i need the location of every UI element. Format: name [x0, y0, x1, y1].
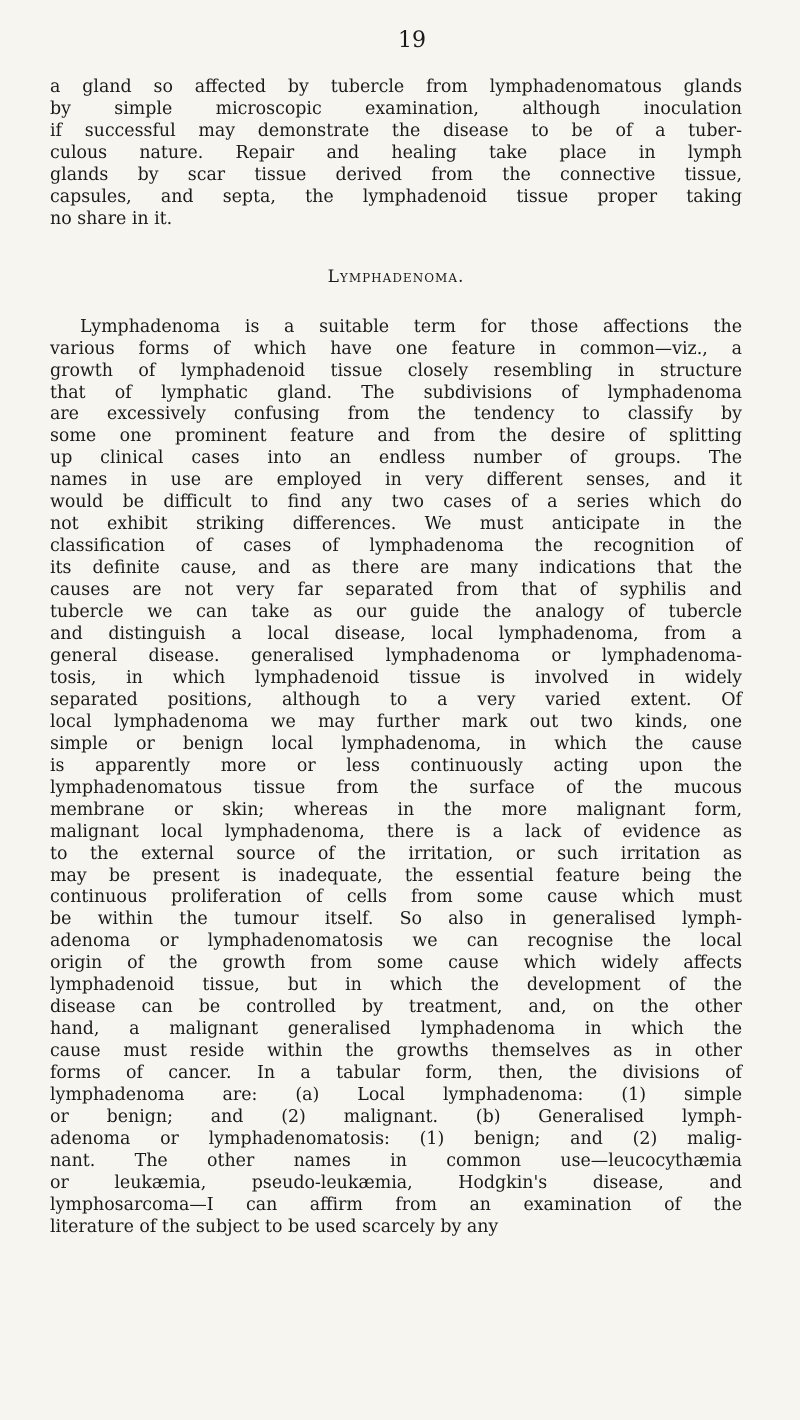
text-line: tubercle we can take as our guide the analogy of tubercle — [50, 602, 742, 623]
text-line: disease can be controlled by treatment, and, on the other — [50, 997, 742, 1018]
text-line: malignant local lymphadenoma, there is a lack of evidence as — [50, 821, 742, 842]
text-line: capsules, and septa, the lymphadenoid tissue proper taking — [50, 186, 742, 207]
lymphadenoma-paragraph — [50, 317, 742, 1239]
text-line: adenoma or lymphadenomatosis: (1) benign; and (2) malig- — [50, 1128, 742, 1149]
text-line: local lymphadenoma we may further mark out two kinds, one — [50, 711, 742, 732]
text-line: its definite cause, and as there are many indications that the — [50, 558, 742, 579]
text-line: growth of lymphadenoid tissue closely resembling in structure — [50, 360, 742, 381]
book-page — [50, 28, 742, 1239]
text-line: lymphadenoid tissue, but in which the development of the — [50, 975, 742, 996]
text-line: continuous proliferation of cells from some cause which must — [50, 887, 742, 908]
text-line: are excessively confusing from the tendency to classify by — [50, 404, 742, 425]
text-line: glands by scar tissue derived from the connective tissue, — [50, 164, 742, 185]
text-line: cause must reside within the growths themselves as in other — [50, 1041, 742, 1062]
text-line: some one prominent feature and from the desire of splitting — [50, 426, 742, 447]
text-line: a gland so affected by tubercle from lymphadenomatous glands — [50, 77, 742, 97]
text-line: names in use are employed in very different senses, and it — [50, 470, 742, 491]
text-line: if successful may demonstrate the disease to be of a tuber- — [50, 120, 742, 141]
text-line: by simple microscopic examination, although inoculation — [50, 98, 742, 119]
text-line: or benign; and (2) malignant. (b) Generalised lymph- — [50, 1106, 742, 1127]
text-line: separated positions, although to a very varied extent. Of — [50, 689, 742, 710]
text-line: not exhibit striking differences. We must anticipate in the — [50, 514, 742, 535]
text-line: that of lymphatic gland. The subdivisions of lymphadenoma — [50, 382, 742, 403]
text-line: or leukæmia, pseudo-leukæmia, Hodgkin's disease, and — [50, 1172, 742, 1193]
text-line: membrane or skin; whereas in the more malignant form, — [50, 799, 742, 820]
text-line: hand, a malignant generalised lymphadenoma in which the — [50, 1019, 742, 1040]
text-line: culous nature. Repair and healing take place in lymph — [50, 142, 742, 163]
continuation-paragraph — [50, 77, 742, 231]
text-line: general disease. generalised lymphadenoma or lymphadenoma- — [50, 645, 742, 666]
text-line: causes are not very far separated from that of syphilis and — [50, 580, 742, 601]
text-line: tosis, in which lymphadenoid tissue is involved in widely — [50, 667, 742, 688]
text-line: lymphadenomatous tissue from the surface of the mucous — [50, 777, 742, 798]
text-line: lymphosarcoma—I can affirm from an examination of the — [50, 1194, 742, 1215]
page-number: 19 — [398, 28, 426, 53]
text-line: forms of cancer. In a tabular form, then, the divisions of — [50, 1063, 742, 1084]
text-line: simple or benign local lymphadenoma, in which the cause — [50, 733, 742, 754]
section-heading: Lymphadenoma. — [327, 266, 465, 287]
text-line: would be difficult to find any two cases of a series which do — [50, 492, 742, 513]
text-line: Lymphadenoma is a suitable term for those affections the — [80, 316, 742, 337]
text-line: lymphadenoma are: (a) Local lymphadenoma: (1) simple — [50, 1085, 742, 1106]
text-line: and distinguish a local disease, local lymphadenoma, from a — [50, 624, 742, 645]
text-line: origin of the growth from some cause which widely affects — [50, 953, 742, 974]
text-line: be within the tumour itself. So also in generalised lymph- — [50, 909, 742, 930]
text-line: to the external source of the irritation, or such irritation as — [50, 843, 742, 864]
text-line: up clinical cases into an endless number of groups. The — [50, 448, 742, 469]
text-line: may be present is inadequate, the essential feature being the — [50, 865, 742, 886]
text-line: classification of cases of lymphadenoma the recognition of — [50, 536, 742, 557]
text-line: various forms of which have one feature in common—viz., a — [50, 338, 742, 359]
text-line: adenoma or lymphadenomatosis we can recognise the local — [50, 931, 742, 952]
text-line: is apparently more or less continuously acting upon the — [50, 755, 742, 776]
text-line: nant. The other names in common use—leucocythæmia — [50, 1150, 742, 1171]
text-line: no share in it. — [50, 208, 173, 229]
text-line: literature of the subject to be used scarcely by any — [50, 1216, 499, 1237]
